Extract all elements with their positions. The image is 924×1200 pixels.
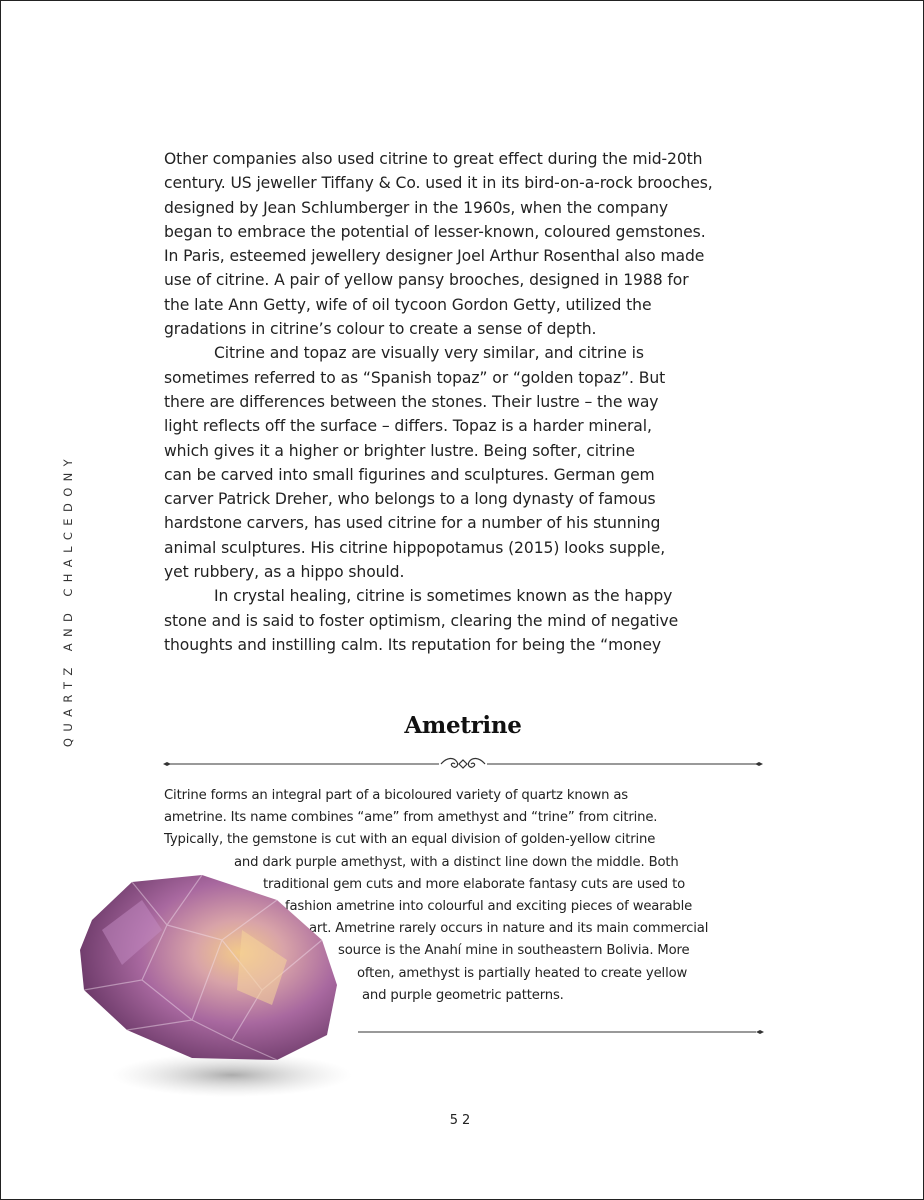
ametrine-text-line: and purple geometric patterns. bbox=[362, 987, 564, 1003]
ametrine-gemstone-image bbox=[72, 870, 352, 1100]
ametrine-text-line: and dark purple amethyst, with a distinct line down the middle. Both bbox=[234, 854, 679, 870]
section-heading: Ametrine bbox=[404, 712, 522, 739]
body-text-line: gradations in citrine’s colour to create a sense of depth. bbox=[164, 320, 597, 339]
body-text-line: stone and is said to foster optimism, clearing the mind of negative bbox=[164, 611, 679, 630]
ametrine-text-line: fashion ametrine into colourful and exciting pieces of wearable bbox=[285, 899, 693, 915]
bottom-rule bbox=[358, 1025, 764, 1039]
ametrine-text-line: often, amethyst is partially heated to create yellow bbox=[357, 965, 688, 981]
ametrine-text-line: ametrine. Its name combines “ame” from amethyst and “trine” from citrine. bbox=[164, 810, 658, 826]
body-text-line: began to embrace the potential of lesser-known, coloured gemstones. bbox=[164, 222, 706, 241]
body-text-line: sometimes referred to as “Spanish topaz” or “golden topaz”. But bbox=[164, 368, 666, 387]
body-text-line: In Paris, esteemed jewellery designer Joel Arthur Rosenthal also made bbox=[164, 247, 705, 266]
body-text-line: designed by Jean Schlumberger in the 1960s, when the company bbox=[164, 198, 669, 217]
page-number: 52 bbox=[449, 1113, 475, 1128]
ametrine-text-line: art. Ametrine rarely occurs in nature and its main commercial bbox=[309, 921, 709, 937]
ametrine-text-line: Typically, the gemstone is cut with an equal division of golden-yellow citrine bbox=[164, 832, 656, 848]
body-text-line: In crystal healing, citrine is sometimes known as the happy bbox=[214, 587, 673, 606]
body-text-line: Citrine and topaz are visually very similar, and citrine is bbox=[214, 344, 644, 363]
ametrine-text-line: Citrine forms an integral part of a bicoloured variety of quartz known as bbox=[164, 788, 629, 803]
body-text-line: Other companies also used citrine to great effect during the mid-20th bbox=[164, 150, 703, 168]
ametrine-text-line: source is the Anahí mine in southeastern Bolivia. More bbox=[338, 943, 690, 959]
ametrine-text-line: traditional gem cuts and more elaborate fantasy cuts are used to bbox=[263, 876, 686, 892]
body-text-line: there are differences between the stones. Their lustre – the way bbox=[164, 392, 659, 411]
body-text-line: the late Ann Getty, wife of oil tycoon Gordon Getty, utilized the bbox=[164, 295, 652, 314]
body-text-line: carver Patrick Dreher, who belongs to a long dynasty of famous bbox=[164, 490, 656, 509]
body-text-line: light reflects off the surface – differs. Topaz is a harder mineral, bbox=[164, 417, 652, 436]
ornamental-divider bbox=[163, 752, 763, 776]
body-text bbox=[164, 147, 764, 657]
body-text-line: yet rubbery, as a hippo should. bbox=[164, 563, 405, 582]
side-label-text: QUARTZ AND CHALCEDONY bbox=[61, 452, 75, 748]
body-text-line: thoughts and instilling calm. Its reputation for being the “money bbox=[164, 635, 662, 654]
body-text-line: hardstone carvers, has used citrine for a number of his stunning bbox=[164, 514, 661, 533]
body-text-line: can be carved into small figurines and sculptures. German gem bbox=[164, 465, 655, 484]
section-side-label bbox=[58, 442, 78, 758]
body-text-line: which gives it a higher or brighter lustre. Being softer, citrine bbox=[164, 441, 635, 460]
body-text-line: century. US jeweller Tiffany & Co. used it in its bird-on-a-rock brooches, bbox=[164, 174, 713, 193]
body-text-line: use of citrine. A pair of yellow pansy brooches, designed in 1988 for bbox=[164, 271, 689, 290]
body-text-line: animal sculptures. His citrine hippopotamus (2015) looks supple, bbox=[164, 538, 666, 557]
